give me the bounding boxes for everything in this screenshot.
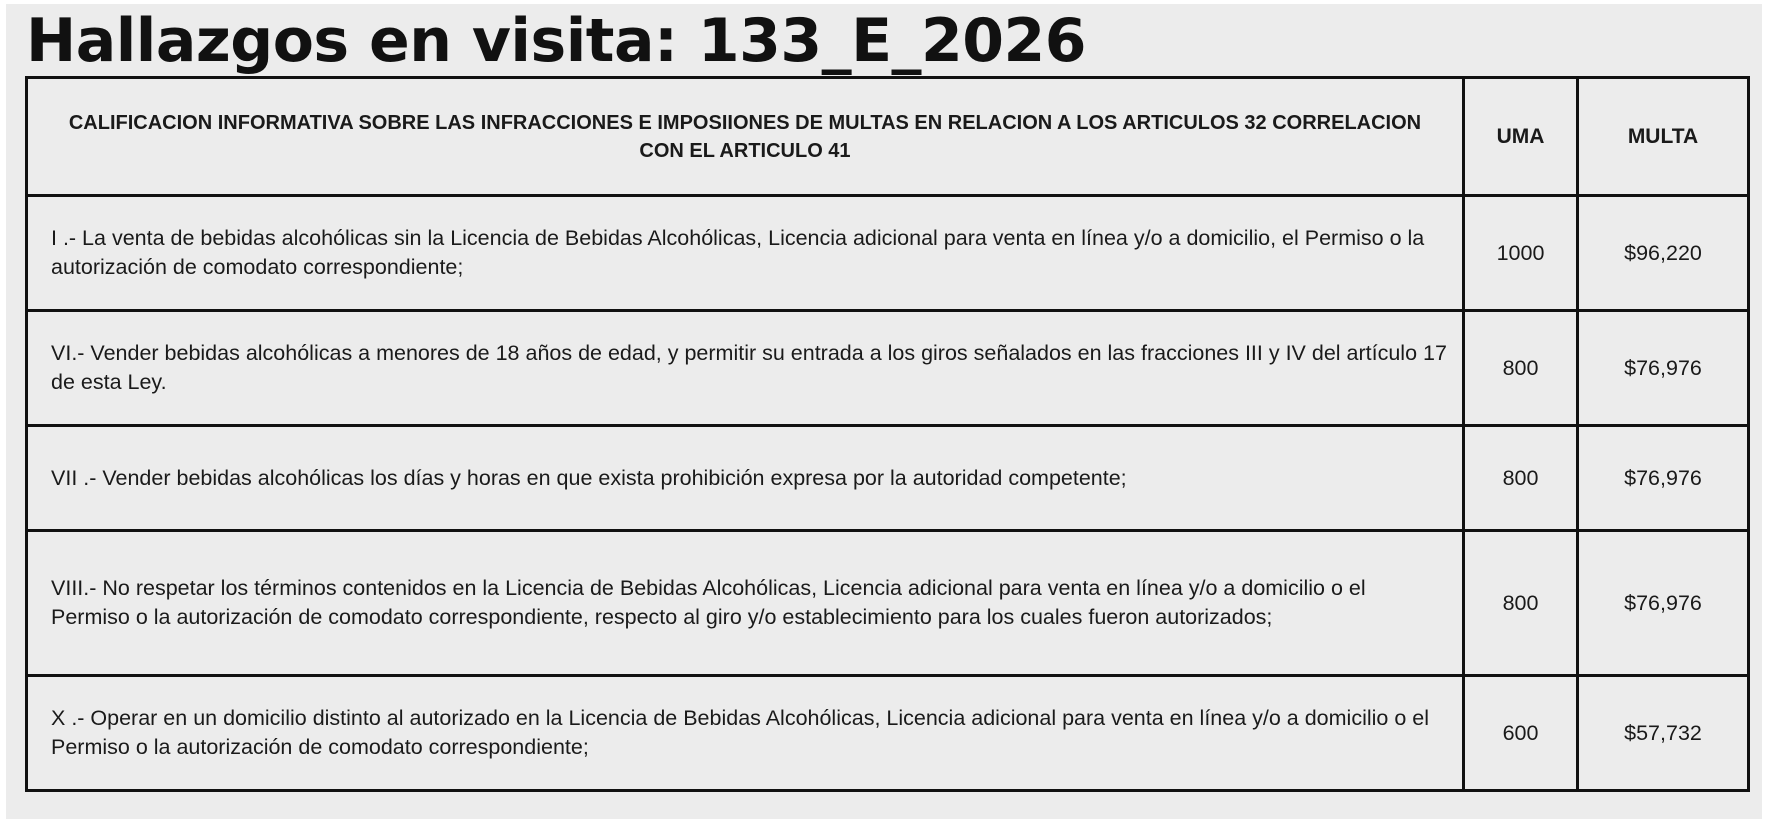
infraction-description: VI.- Vender bebidas alcohólicas a menores de 18 años de edad, y permitir su entrada a los giros señalados en las fracciones III y IV del artículo 17 de esta Ley.: [27, 311, 1464, 426]
uma-value: 800: [1464, 531, 1578, 676]
uma-value: 800: [1464, 311, 1578, 426]
table-header-row: [27, 78, 1749, 196]
infractions-table: [25, 76, 1750, 792]
column-header-description: CALIFICACION INFORMATIVA SOBRE LAS INFRACCIONES E IMPOSIIONES DE MULTAS EN RELACION A LOS ARTICULOS 32 CORRELACION CON EL ARTICULO 41: [27, 78, 1464, 196]
multa-value: $96,220: [1578, 196, 1749, 311]
table-row: [27, 676, 1749, 791]
column-header-uma: UMA: [1464, 78, 1578, 196]
page-title: Hallazgos en visita: 133_E_2026: [26, 6, 1087, 76]
table-row: [27, 311, 1749, 426]
multa-value: $76,976: [1578, 531, 1749, 676]
uma-value: 800: [1464, 426, 1578, 531]
multa-value: $76,976: [1578, 426, 1749, 531]
infraction-description: X .- Operar en un domicilio distinto al autorizado en la Licencia de Bebidas Alcohólicas, Licencia adicional para venta en línea y/o a domicilio o el Permiso o la autorización de comodato correspondiente;: [27, 676, 1464, 791]
multa-value: $57,732: [1578, 676, 1749, 791]
infraction-description: VIII.- No respetar los términos contenidos en la Licencia de Bebidas Alcohólicas, Licencia adicional para venta en línea y/o a domicilio o el Permiso o la autorización de comodato correspondiente, respecto al giro y/o establecimiento para los cuales fueron autorizados;: [27, 531, 1464, 676]
table-row: [27, 531, 1749, 676]
uma-value: 1000: [1464, 196, 1578, 311]
multa-value: $76,976: [1578, 311, 1749, 426]
report-panel: [6, 4, 1762, 819]
column-header-multa: MULTA: [1578, 78, 1749, 196]
uma-value: 600: [1464, 676, 1578, 791]
infraction-description: VII .- Vender bebidas alcohólicas los días y horas en que exista prohibición expresa por la autoridad competente;: [27, 426, 1464, 531]
table-row: [27, 196, 1749, 311]
table-row: [27, 426, 1749, 531]
infraction-description: I .- La venta de bebidas alcohólicas sin la Licencia de Bebidas Alcohólicas, Licencia adicional para venta en línea y/o a domicilio, el Permiso o la autorización de comodato correspondiente;: [27, 196, 1464, 311]
